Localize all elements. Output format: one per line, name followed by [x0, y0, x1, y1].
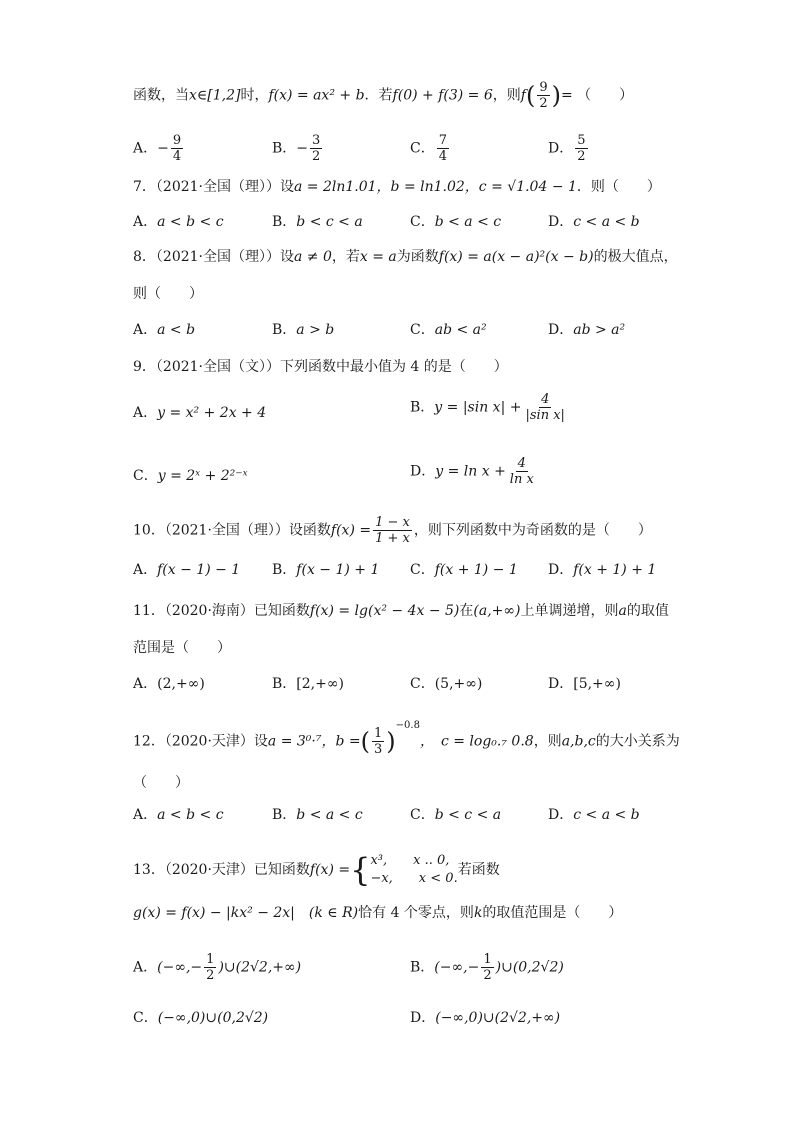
q8-stem-line-2: 则（ ） — [133, 286, 203, 302]
q6-domain: x∈[1,2] — [189, 87, 241, 104]
option-sign: − — [157, 140, 169, 157]
option-text: b < c < a — [296, 214, 363, 230]
q6-stem-text-4: ，则 — [492, 87, 521, 104]
q11-function: f(x) = lg(x² − 4x − 5) — [309, 603, 460, 619]
q11-option-a[interactable] — [133, 674, 205, 694]
q11-stem-text: 11．（2020·海南）已知函数 — [133, 603, 310, 619]
frac-num: 9 — [172, 133, 182, 148]
q12-stem-line-2: （ ） — [133, 775, 189, 791]
frac-num: 3 — [312, 133, 321, 148]
q11-stem-line-2: 范围是（ ） — [133, 640, 231, 656]
q11-interval: (a,+∞) — [473, 603, 521, 619]
q9-option-c[interactable] — [133, 466, 248, 486]
q10-stem-tail: ，则下列函数中为奇函数的是（ ） — [413, 522, 652, 539]
frac-num: 1 — [374, 726, 383, 741]
option-label: B． — [410, 399, 435, 416]
frac-den: 2 — [483, 968, 492, 983]
q12-stem-tail: 的大小关系为 — [595, 733, 680, 750]
option-fraction — [481, 952, 493, 983]
option-label: A． — [133, 807, 158, 823]
q10-stem-text: 10．（2021·全国（理））设函数 — [133, 522, 331, 539]
q7-expression: a = 2ln1.01，b = ln1.02，c = √1.04 − 1 — [294, 179, 577, 195]
option-text: (−∞,− — [434, 959, 480, 976]
q11-stem-text-3: 上单调递增，则 — [520, 603, 619, 619]
option-fraction — [508, 456, 536, 487]
q12-b-expr: b = — [335, 733, 361, 750]
option-fraction — [523, 392, 566, 423]
q11-option-c[interactable] — [410, 674, 482, 694]
q12-vars: a,b,c — [561, 733, 596, 750]
q12-c-expr: ， c = log₀.₇ 0.8 — [419, 733, 534, 750]
option-label: C． — [410, 676, 435, 692]
q8-stem — [133, 247, 678, 267]
option-text: y = ln x + — [435, 463, 506, 480]
q11-stem-tail: 的取值 — [626, 603, 669, 619]
q12-stem-text-2: ，则 — [533, 733, 562, 750]
q7-option-a[interactable] — [133, 212, 224, 232]
option-text: (−∞,− — [157, 959, 203, 976]
option-text-2: )∪(2√2,+∞) — [218, 959, 302, 976]
option-label: B． — [272, 322, 297, 338]
q13-case-1: x³, x .. 0, — [370, 853, 450, 868]
q8-option-b[interactable] — [272, 320, 334, 340]
option-text: ab > a² — [573, 322, 626, 338]
q13-stem-tail-2: 的取值范围是（ ） — [482, 905, 623, 921]
option-fraction — [310, 133, 322, 164]
option-label: B． — [272, 214, 297, 230]
q6-option-b[interactable] — [272, 133, 324, 164]
q9-stem: 9．（2021·全国（文））下列函数中最小值为 4 的是（ ） — [133, 359, 508, 375]
q6-option-c[interactable] — [410, 133, 451, 164]
q7-stem-text: 7．（2021·全国（理））设 — [133, 179, 294, 195]
q8-option-a[interactable] — [133, 320, 195, 340]
q8-option-d[interactable] — [548, 320, 625, 340]
q9-option-a[interactable] — [133, 403, 266, 423]
frac-den: 1 + x — [375, 531, 410, 546]
option-text: a < b — [157, 322, 196, 338]
q11-stem — [133, 601, 669, 621]
option-text: (−∞,0)∪(0,2√2) — [157, 1010, 269, 1026]
option-label: A． — [133, 140, 158, 157]
q12-fraction — [372, 726, 384, 757]
frac-num: 1 — [206, 952, 215, 967]
q12-b-exponent: −0.8 — [395, 719, 420, 731]
q12-a-expr: a = 3⁰·⁷， — [267, 733, 336, 750]
option-text: (5,+∞) — [434, 676, 483, 692]
option-text: f(x − 1) + 1 — [296, 562, 380, 578]
q7-option-d[interactable] — [548, 212, 640, 232]
option-label: B． — [272, 807, 297, 823]
q13-option-a[interactable] — [133, 952, 301, 983]
option-text: ab < a² — [434, 322, 487, 338]
option-label: C． — [410, 807, 435, 823]
option-text: c < a < b — [573, 807, 640, 823]
q10-option-c[interactable] — [410, 560, 518, 580]
frac-num: 7 — [438, 133, 447, 148]
frac-den: |sin x| — [525, 408, 565, 423]
q10-fx: f(x) = — [330, 522, 372, 539]
option-label: C． — [133, 468, 158, 484]
q7-option-c[interactable] — [410, 212, 501, 232]
q8-expr-2: x = a — [359, 249, 397, 265]
option-label: C． — [410, 562, 435, 578]
option-text: a < b < c — [157, 214, 224, 230]
q13-g-function: g(x) = f(x) − |kx² − 2x| (k ∈ R) — [133, 905, 359, 921]
frac-den: 3 — [374, 742, 383, 757]
q13-fx: f(x) = — [309, 862, 351, 878]
frac-den: 4 — [438, 149, 447, 164]
option-label: A． — [133, 405, 158, 421]
option-label: D． — [548, 214, 574, 230]
option-text: [5,+∞) — [573, 676, 621, 692]
option-text: f(x − 1) − 1 — [157, 562, 241, 578]
q6-option-a[interactable] — [133, 133, 185, 164]
frac-den: 2 — [577, 149, 586, 164]
option-label: D． — [548, 562, 574, 578]
q8-stem-text: 8．（2021·全国（理））设 — [133, 249, 294, 265]
q8-stem-text-2: ，若 — [331, 249, 360, 265]
q11-var: a — [618, 603, 627, 619]
option-label: C． — [410, 214, 435, 230]
option-text-2: )∪(0,2√2) — [495, 959, 564, 976]
option-label: C． — [133, 1010, 158, 1026]
option-label: A． — [133, 322, 158, 338]
q6-option-d[interactable] — [548, 133, 590, 164]
option-label: D． — [410, 1010, 436, 1026]
q8-function: f(x) = a(x − a)²(x − b) — [438, 249, 594, 265]
option-text: b < c < a — [434, 807, 502, 823]
q6-frac-num: 9 — [539, 80, 548, 95]
q10-option-a[interactable] — [133, 560, 240, 580]
q13-case-2: −x, x < 0. — [370, 871, 458, 886]
q6-stem-text: 函数，当 — [133, 87, 189, 104]
q6-f: f — [520, 87, 526, 104]
option-fraction — [171, 133, 183, 164]
q13-option-b[interactable] — [410, 952, 564, 983]
option-text: f(x + 1) − 1 — [434, 562, 518, 578]
option-label: C． — [410, 322, 435, 338]
option-text: c < a < b — [573, 214, 640, 230]
q10-option-b[interactable] — [272, 560, 379, 580]
q11-option-b[interactable] — [272, 674, 344, 694]
q7-option-b[interactable] — [272, 212, 363, 232]
q6-fraction — [537, 80, 549, 111]
option-text: a < b < c — [157, 807, 224, 823]
q7-stem-tail: ．则（ ） — [576, 179, 661, 195]
frac-den: ln x — [509, 472, 534, 487]
option-label: D． — [410, 463, 436, 480]
option-label: A． — [133, 676, 158, 692]
q6-stem-text-2: 时， — [240, 87, 269, 104]
q8-option-c[interactable] — [410, 320, 487, 340]
q13-stem-text: 13．（2020·天津）已知函数 — [133, 862, 310, 878]
option-text: b < a < c — [434, 214, 502, 230]
q7-stem — [133, 177, 661, 197]
option-sign: − — [296, 140, 309, 157]
option-label: B． — [272, 140, 297, 157]
q13-stem — [133, 852, 500, 888]
option-fraction — [437, 133, 449, 164]
q13-stem-tail: 若函数 — [457, 862, 500, 878]
option-label: B． — [272, 562, 297, 578]
q6-stem-text-3: ．若 — [364, 87, 393, 104]
option-text: (2,+∞) — [157, 676, 205, 692]
option-text: y = |sin x| + — [434, 399, 522, 416]
option-text: f(x + 1) + 1 — [573, 562, 657, 578]
q13-stem-text-2: 恰有 4 个零点，则 — [358, 905, 474, 921]
frac-num: 5 — [577, 133, 586, 148]
q9-option-d[interactable] — [410, 456, 538, 487]
q12-option-a[interactable] — [133, 805, 224, 825]
q12-option-b[interactable] — [272, 805, 363, 825]
q8-stem-tail: 的极大值点， — [593, 249, 678, 265]
option-text: a > b — [296, 322, 335, 338]
option-text: y = x² + 2x + 4 — [157, 405, 267, 421]
frac-den: 4 — [172, 149, 182, 164]
q13-option-c[interactable] — [133, 1008, 268, 1028]
frac-den: 2 — [312, 149, 321, 164]
q6-frac-den: 2 — [539, 96, 548, 111]
q12-option-c[interactable] — [410, 805, 501, 825]
q11-option-d[interactable] — [548, 674, 621, 694]
option-label: A． — [133, 959, 158, 976]
q10-option-d[interactable] — [548, 560, 656, 580]
q13-option-d[interactable] — [410, 1008, 560, 1028]
q9-option-b[interactable] — [410, 392, 569, 423]
q6-condition: f(0) + f(3) = 6 — [392, 87, 493, 104]
q10-fraction — [373, 515, 412, 546]
option-label: B． — [410, 959, 435, 976]
option-fraction — [575, 133, 587, 164]
q12-stem-text: 12．（2020·天津）设 — [133, 733, 268, 750]
option-label: D． — [548, 807, 574, 823]
q13-stem-line-2 — [133, 903, 622, 923]
frac-num: 4 — [541, 392, 550, 407]
option-text: b < a < c — [296, 807, 363, 823]
option-label: D． — [548, 140, 574, 157]
frac-num: 1 − x — [375, 515, 410, 530]
option-label: B． — [272, 676, 297, 692]
q12-stem: 12．（2020·天津）设a = 3⁰·⁷，b =( $\frac{1}{3}$ )$^{-0.8}$， c = log₀.₇ 0.8，则a,b,c的大小关系为 — [133, 719, 680, 757]
q8-stem-text-3: 为函数 — [396, 249, 439, 265]
option-text: (−∞,0)∪(2√2,+∞) — [435, 1010, 561, 1026]
option-label: C． — [410, 140, 435, 157]
option-label: D． — [548, 676, 574, 692]
option-text: y = 2ˣ + 2²⁻ˣ — [157, 468, 248, 484]
frac-num: 1 — [483, 952, 492, 967]
option-label: A． — [133, 214, 158, 230]
option-label: A． — [133, 562, 158, 578]
q10-stem — [133, 515, 652, 546]
q6-stem: 函数，当x∈[1,2]时，f(x) = ax² + b．若f(0) + f(3) = 6，则f( $\frac{9}{2}$ )= （ ） — [133, 80, 634, 111]
option-text: [2,+∞) — [296, 676, 344, 692]
q6-stem-tail: = （ ） — [560, 87, 634, 104]
q8-expr-1: a ≠ 0 — [294, 249, 332, 265]
option-fraction — [204, 952, 216, 983]
frac-den: 2 — [206, 968, 215, 983]
q11-stem-text-2: 在 — [459, 603, 474, 619]
q13-var: k — [473, 905, 483, 921]
frac-num: 4 — [517, 456, 526, 471]
q6-function: f(x) = ax² + b — [268, 87, 365, 104]
q12-option-d[interactable] — [548, 805, 640, 825]
option-label: D． — [548, 322, 574, 338]
q13-piecewise: { x³, x .. 0, −x, x < 0. — [350, 851, 458, 889]
